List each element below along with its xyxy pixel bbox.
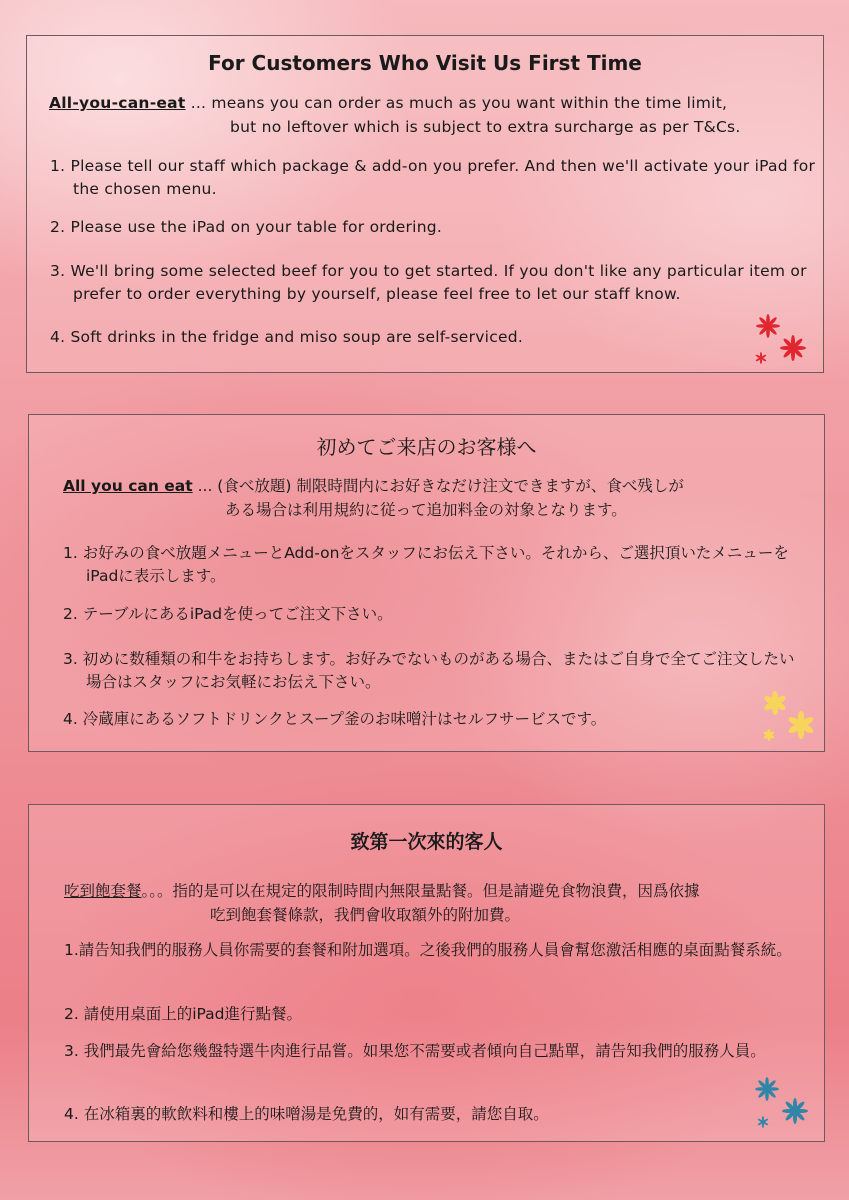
- japanese-item-4: 4. 冷蔵庫にあるソフトドリンクとスープ釜のお味噌汁はセルフサービスです。: [63, 710, 607, 728]
- english-intro-line2: but no leftover which is subject to extra surcharge as per T&Cs.: [230, 118, 741, 136]
- blue-flowers-icon: [751, 1071, 821, 1131]
- chinese-notice-panel: [28, 804, 825, 1142]
- english-intro: [49, 91, 809, 139]
- japanese-intro-term: All you can eat: [63, 477, 193, 495]
- english-intro-line1: ... means you can order as much as you want within the time limit,: [185, 94, 728, 112]
- japanese-intro-line2: ある場合は利用規約に従って追加料金の対象となります。: [225, 501, 627, 519]
- chinese-intro: [64, 879, 814, 927]
- japanese-item-3: 3. 初めに数種類の和牛をお持ちします。お好みでないものがある場合、またはご自身で全てご注文したい場合はスタッフにお気軽にお伝え下さい。: [63, 650, 795, 691]
- chinese-intro-line1: 。。。指的是可以在規定的限制時間内無限量點餐。但是請避免食物浪費，因爲依據: [141, 882, 700, 900]
- japanese-title: 初めてご来店のお客様へ: [316, 435, 537, 459]
- chinese-item-2: 2. 請使用桌面上的iPad進行點餐。: [64, 1005, 303, 1023]
- japanese-intro-line1: ... (食べ放題) 制限時間内にお好きなだけ注文できますが、食べ残しが: [192, 477, 684, 495]
- english-title: For Customers Who Visit Us First Time: [208, 51, 642, 75]
- japanese-intro: [63, 474, 803, 522]
- japanese-item-1: 1. お好みの食べ放題メニューとAdd-onをスタッフにお伝え下さい。それから、ご選択頂いたメニューをiPadに表示します。: [63, 544, 789, 585]
- chinese-intro-term: 吃到飽套餐: [64, 882, 142, 900]
- english-intro-term: All-you-can-eat: [49, 94, 186, 112]
- red-flowers-icon: [751, 310, 821, 370]
- chinese-item-3: 3. 我們最先會給您幾盤特選牛肉進行品嘗。如果您不需要或者傾向自己點單，請告知我們的服務人員。: [64, 1042, 766, 1060]
- english-item-4: 4. Soft drinks in the fridge and miso soup are self-serviced.: [50, 328, 524, 346]
- chinese-item-4: 4. 在冰箱裏的軟飲料和樓上的味噌湯是免費的，如有需要，請您自取。: [64, 1105, 549, 1123]
- chinese-intro-line2: 吃到飽套餐條款，我們會收取額外的附加費。: [210, 906, 521, 924]
- english-item-2: 2. Please use the iPad on your table for ordering.: [50, 218, 443, 236]
- english-notice-panel: [26, 35, 824, 373]
- chinese-title: 致第一次來的客人: [350, 831, 503, 853]
- english-item-1: 1. Please tell our staff which package & add-on you prefer. And then we'll activate your iPad for the chosen menu.: [50, 157, 816, 198]
- english-item-3: 3. We'll bring some selected beef for you to get started. If you don't like any particular item or prefer to order everything by yourself, please feel free to let our staff know.: [50, 262, 807, 303]
- japanese-item-2: 2. テーブルにあるiPadを使ってご注文下さい。: [63, 605, 393, 623]
- japanese-notice-panel: [28, 414, 825, 752]
- yellow-flowers-icon: [759, 687, 829, 747]
- chinese-item-1: 1.請告知我們的服務人員你需要的套餐和附加選項。之後我們的服務人員會幫您激活相應的桌面點餐系統。: [64, 941, 792, 959]
